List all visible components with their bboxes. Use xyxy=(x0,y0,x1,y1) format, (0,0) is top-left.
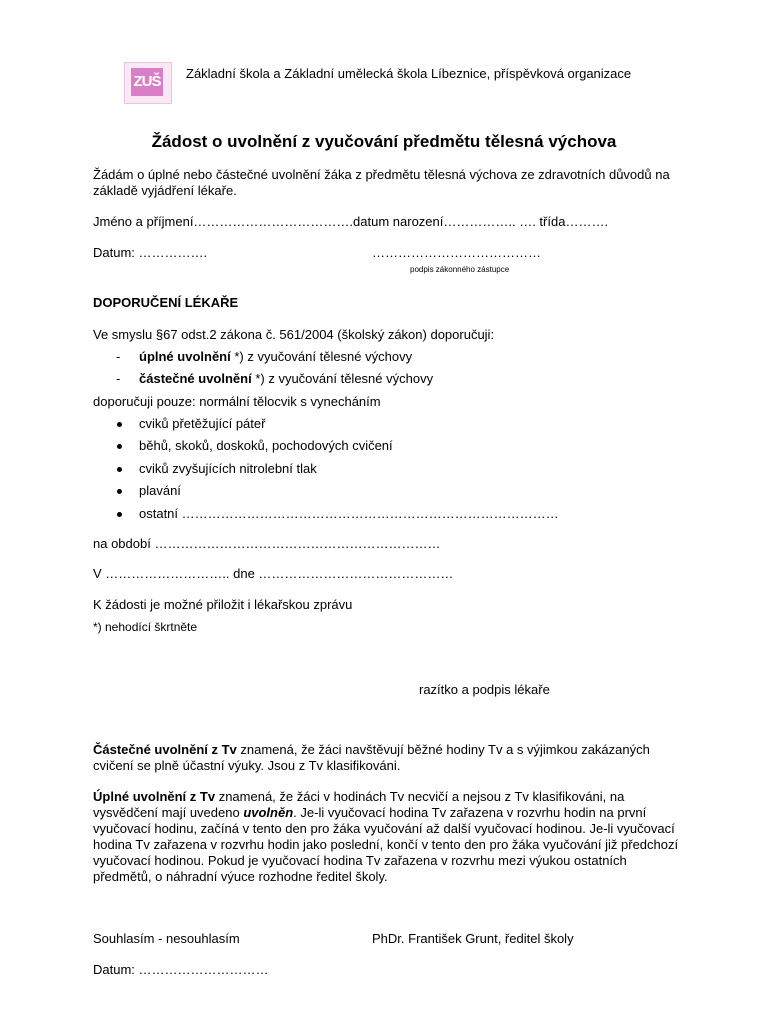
intro-paragraph: Žádám o úplné nebo částečné uvolnění žáka z předmětu tělesná výchova ze zdravotních důvodů na základě vyjádření lékaře. xyxy=(93,167,670,198)
date-line: Datum: ……………. xyxy=(93,245,208,260)
full-release-italic: uvolněn xyxy=(243,805,294,820)
partial-release-text: znamená, že žáci navštěvují běžné hodiny Tv a s výjimkou zakázaných cvičení se plně účastní výuky. Jsou z Tv klasifikováni. xyxy=(93,742,650,773)
full-release-text-1: znamená, že žáci v hodinách Tv necvičí a nejsou z Tv klasifikováni, na vysvědčení mají uvedeno xyxy=(93,789,625,820)
option-partial-release xyxy=(139,371,433,387)
bullet-icon xyxy=(117,467,122,472)
guardian-signature-caption: podpis zákonného zástupce xyxy=(410,265,510,274)
bullet-icon xyxy=(117,444,122,449)
option-dash: - xyxy=(116,371,121,386)
footer-date-line: Datum: ………………………… xyxy=(93,962,269,977)
partial-release-definition xyxy=(93,742,683,774)
recommend-label: doporučuji pouze: normální tělocvik s vynecháním xyxy=(93,394,381,409)
place-date-line: V ……………………….. dne ……………………………………… xyxy=(93,566,454,581)
attachment-note: K žádosti je možné přiložit i lékařskou zprávu xyxy=(93,597,353,612)
option-partial-release-bold: částečné uvolnění xyxy=(139,371,252,386)
full-release-definition xyxy=(93,789,683,885)
school-name: Základní škola a Základní umělecká škola Líbeznice, příspěvková organizace xyxy=(186,66,632,81)
option-full-release xyxy=(139,349,412,365)
guardian-signature-line: ………………………………… xyxy=(372,245,541,260)
document-title: Žádost o uvolnění z vyučování předmětu tělesná výchova xyxy=(151,132,617,151)
exclusion-item: plavání xyxy=(139,483,181,498)
consent-line: Souhlasím - nesouhlasím xyxy=(93,931,240,946)
legal-statement: Ve smyslu §67 odst.2 zákona č. 561/2004 (školský zákon) doporučuji: xyxy=(93,327,495,342)
exclusion-item: cviků přetěžující páteř xyxy=(139,416,266,431)
option-dash: - xyxy=(116,349,121,364)
option-partial-release-text: *) z vyučování tělesné výchovy xyxy=(251,371,434,386)
option-full-release-bold: úplné uvolnění xyxy=(139,349,231,364)
doctor-section-heading: DOPORUČENÍ LÉKAŘE xyxy=(93,295,239,310)
strike-note: *) nehodící škrtněte xyxy=(93,620,198,634)
exclusion-item: ostatní …………………………………………………………………………… xyxy=(139,506,559,521)
bullet-icon xyxy=(117,512,122,517)
partial-release-term: Částečné uvolnění z Tv xyxy=(93,742,237,757)
bullet-icon xyxy=(117,489,122,494)
bullet-icon xyxy=(117,422,122,427)
option-full-release-text: *) z vyučování tělesné výchovy xyxy=(230,349,413,364)
director-name: PhDr. František Grunt, ředitel školy xyxy=(372,931,574,946)
exclusion-item: běhů, skoků, doskoků, pochodových cvičení xyxy=(139,438,393,453)
doctor-stamp-label: razítko a podpis lékaře xyxy=(419,682,550,697)
name-birthdate-class-line: Jméno a příjmení……………………………….datum narození…………….. …. třída………. xyxy=(93,214,609,229)
school-logo-mark: ZUŠ xyxy=(131,68,163,96)
full-release-term: Úplné uvolnění z Tv xyxy=(93,789,216,804)
school-logo xyxy=(124,62,172,104)
exclusion-item: cviků zvyšujících nitrolební tlak xyxy=(139,461,317,476)
period-line: na období ………………………………………………………… xyxy=(93,536,441,551)
full-release-text-2: . Je-li vyučovací hodina Tv zařazena v rozvrhu hodin na první vyučovací hodinu, začíná v tento den pro žáka vyučování až další vyučovací hodinou. Je-li vyučovací hodina Tv zařazena v rozvrhu hodin jako poslední, končí v tento den pro žáka vyučování již předchozí vyučovací hodinou. Pokud je vyučovací hodina Tv zařazena v rozvrhu mezi výukou ostatních předmětů, o náhradní výuce rozhodne ředitel školy. xyxy=(93,805,679,884)
